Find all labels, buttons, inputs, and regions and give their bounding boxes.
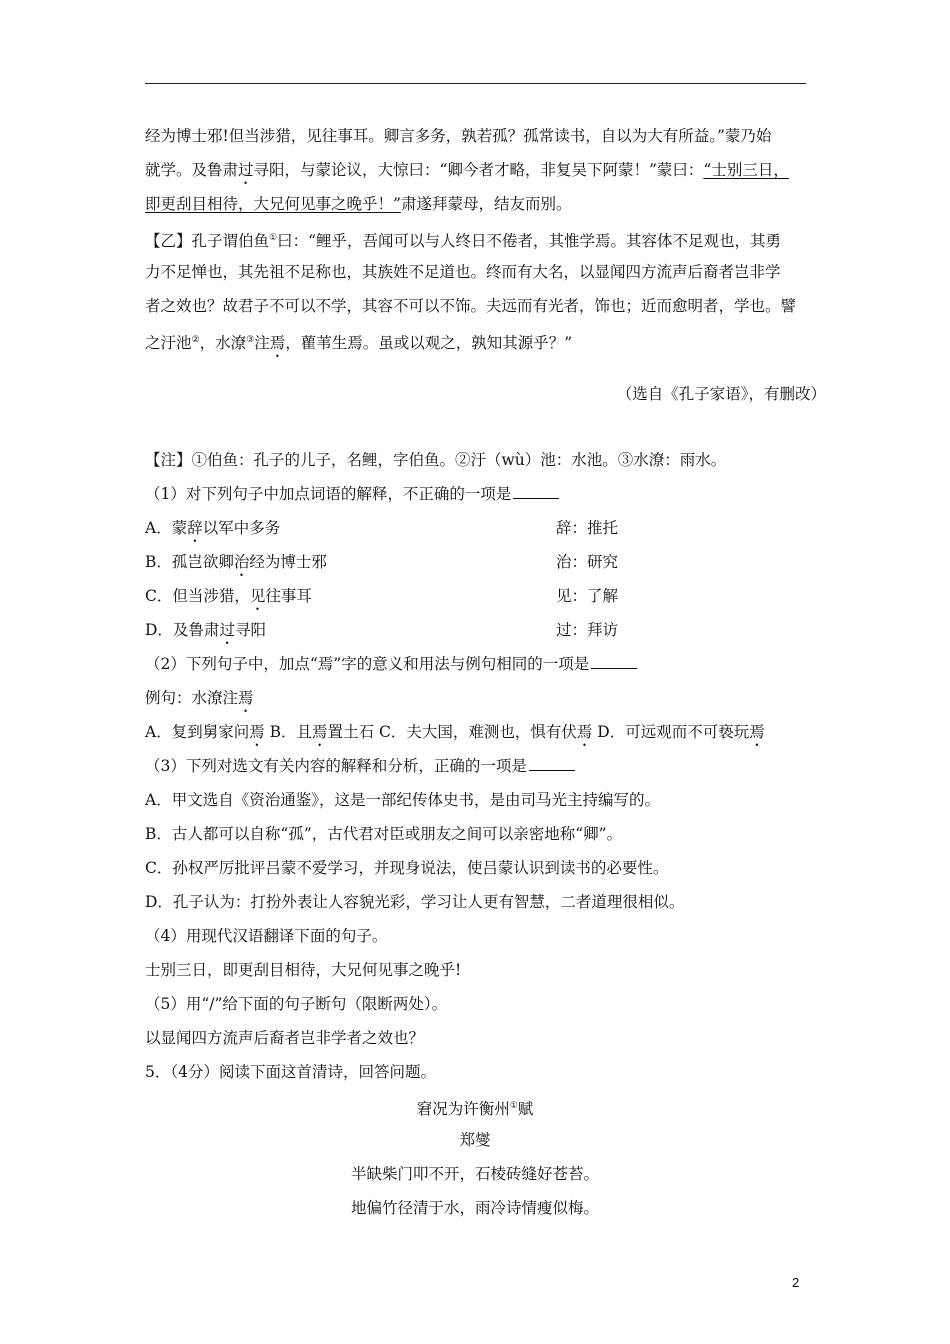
note-marker: ② <box>191 335 200 345</box>
q1-option-b: B．孤岂欲卿治经为博士邪 治：研究 <box>145 553 619 571</box>
note-marker: ① <box>509 1101 518 1111</box>
poem-title: 窘况为许衡州①赋 <box>416 1100 534 1119</box>
poem-question-stem: 5．（4分）阅读下面这首清诗，回答问题。 <box>145 1063 436 1081</box>
answer-blank <box>591 654 637 669</box>
underlined-sentence: 即更刮目相待，大兄何见事之晚乎！” <box>145 195 401 213</box>
passage-yi-line-2: 力不足惮也，其先祖不足称也，其族姓不足道也。终而有大名，以显闻四方流声后裔者岂非学 <box>145 263 781 281</box>
question-5-sentence: 以显闻四方流声后裔者岂非学者之效也？ <box>145 1029 425 1047</box>
q1-option-d: D．及鲁肃过寻阳 过：拜访 <box>145 621 619 639</box>
q1-gloss-d: 过：拜访 <box>556 621 619 639</box>
question-1-stem: （1）对下列句子中加点词语的解释，不正确的一项是 <box>145 483 559 505</box>
q1-gloss-b: 治：研究 <box>556 553 619 571</box>
underlined-sentence: “士别三日， <box>703 161 789 179</box>
passage-yi-line-3: 者之效也？故君子不可以不学，其容不可以不饰。夫远而有光者，饰也；近而愈明者，学也。譬 <box>145 297 797 315</box>
poem-line-2: 地偏竹径清于水，雨冷诗情瘦似梅。 <box>350 1199 599 1217</box>
question-2-example: 例句：水潦注焉 <box>145 689 254 707</box>
passage-jia-line-3: 即更刮目相待，大兄何见事之晚乎！”肃遂拜蒙母，结友而别。 <box>145 195 572 213</box>
passage-jia-line-2: 就学。及鲁肃过寻阳，与蒙论议，大惊曰：“卿今者才略，非复吴下阿蒙！”蒙曰：“士别三日， <box>145 161 789 179</box>
q1-option-c: C．但当涉猎，见往事耳 见：了解 <box>145 587 619 605</box>
passage-yi-line-4: 之汙池②，水潦③注焉，雚苇生焉。虽或以观之，孰知其源乎？” <box>145 334 573 353</box>
q1-gloss-c: 见：了解 <box>556 587 619 605</box>
q1-option-a: A．蒙辞以军中多务 辞：推托 <box>145 519 619 537</box>
dotted-char: 焉 <box>269 334 286 353</box>
question-5-stem: （5）用“/”给下面的句子断句（限断两处）。 <box>145 995 448 1013</box>
footnotes: 【注】①伯鱼：孔子的儿子，名鲤，字伯鱼。②汙（wù）池：水池。③水潦：雨水。 <box>145 451 727 469</box>
dotted-char: 过 <box>238 161 254 179</box>
q3-option-a: A．甲文选自《资治通鉴》，这是一部纪传体史书，是由司马光主持编写的。 <box>145 791 660 809</box>
answer-blank <box>529 756 575 771</box>
answer-blank <box>513 484 559 499</box>
question-3-stem: （3）下列对选文有关内容的解释和分析，正确的一项是 <box>145 755 575 777</box>
passage-source: （选自《孔子家语》，有删改） <box>616 385 826 403</box>
question-4-stem: （4）用现代汉语翻译下面的句子。 <box>145 927 388 945</box>
q1-gloss-a: 辞：推托 <box>556 519 619 537</box>
q3-option-b: B．古人都可以自称“孤”，古代君对臣或朋友之间可以亲密地称“卿”。 <box>145 825 623 843</box>
poem-author: 郑燮 <box>459 1131 491 1149</box>
note-marker: ③ <box>246 335 255 345</box>
question-2-stem: （2）下列句子中，加点“焉”字的意义和用法与例句相同的一项是 <box>145 653 637 675</box>
question-2-options: A．复到舅家问焉 B．且焉置土石 C．夫大国，难测也，惧有伏焉 D．可远观而不可亵玩焉 <box>145 723 765 741</box>
passage-yi-line-1: 【乙】孔子谓伯鱼①曰：“鲤乎，吾闻可以与人终日不倦者，其惟学焉。其容体不足观也，其勇 <box>145 232 782 251</box>
q3-option-c: C．孙权严厉批评吕蒙不爱学习，并现身说法，使吕蒙认识到读书的必要性。 <box>145 859 669 877</box>
poem-line-1: 半缺柴门叩不开，石棱砖缝好苍苔。 <box>350 1165 599 1183</box>
question-4-sentence: 士别三日，即更刮目相待，大兄何见事之晚乎! <box>145 961 462 979</box>
header-rule <box>145 83 806 84</box>
note-marker: ① <box>269 233 278 243</box>
q3-option-d: D．孔子认为：打扮外表让人容貌光彩，学习让人更有智慧，二者道理很相似。 <box>145 893 685 911</box>
page-number: 2 <box>792 1275 800 1290</box>
passage-jia-line-1: 经为博士邪!但当涉猎，见往事耳。卿言多务，孰若孤？孤常读书，自以为大有所益。”蒙乃始 <box>145 127 772 145</box>
